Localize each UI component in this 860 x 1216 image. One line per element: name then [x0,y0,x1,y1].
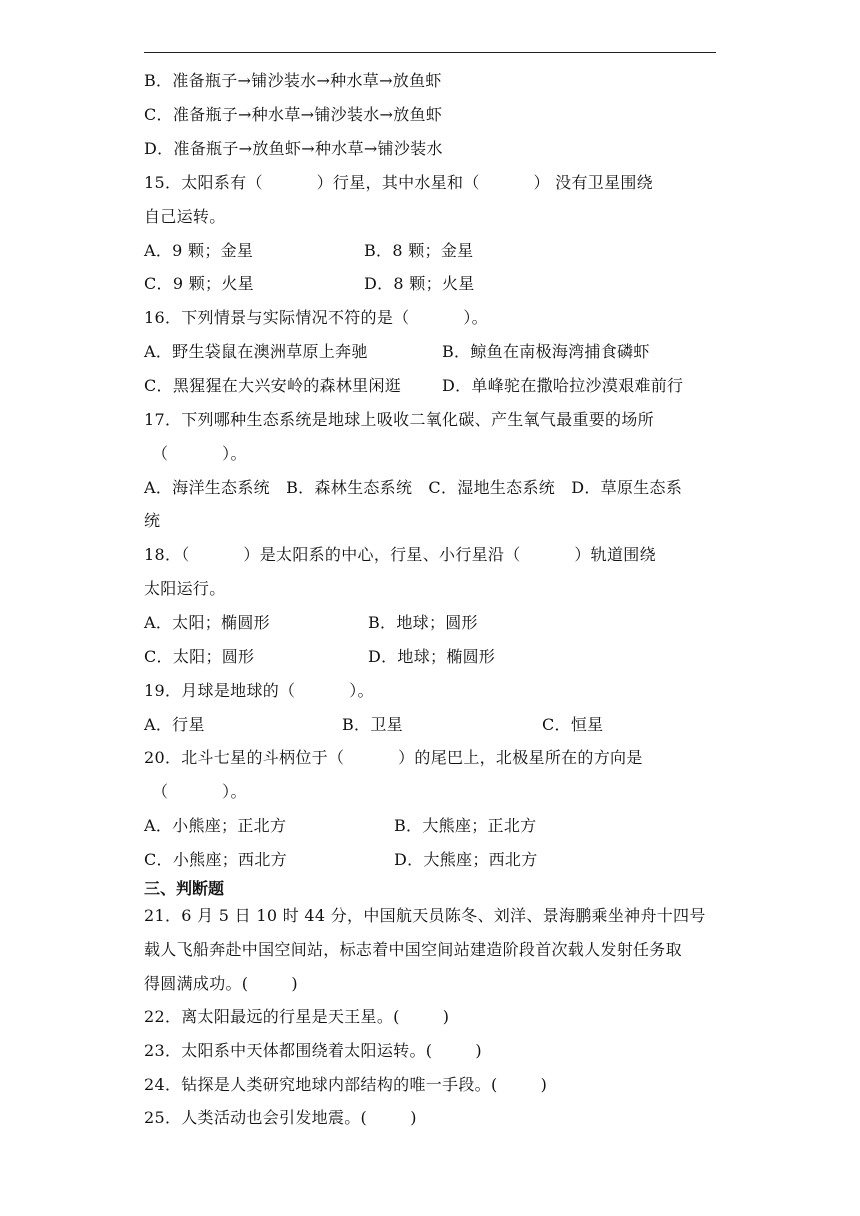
q19-option-b: B．卫星 [342,715,403,734]
q19-stem: 19．月球是地球的（ ）。 [144,681,374,700]
q16-option-b: B．鲸鱼在南极海湾捕食磷虾 [442,342,650,361]
section-heading-judgement: 三、判断题 [144,879,225,898]
header-rule [144,52,716,53]
q14-option-c: C．准备瓶子→种水草→铺沙装水→放鱼虾 [144,105,443,124]
q18-option-d: D．地球；椭圆形 [368,647,496,666]
q16-option-c: C．黑猩猩在大兴安岭的森林里闲逛 [144,376,402,395]
q20-option-c: C．小熊座；西北方 [144,850,287,869]
q18-stem-line1: 18．（ ）是太阳系的中心，行星、小行星沿（ ）轨道围绕 [144,545,656,564]
q17-stem-line1: 17．下列哪种生态系统是地球上吸收二氧化碳、产生氧气最重要的场所 [144,410,654,429]
q16-option-a: A．野生袋鼠在澳洲草原上奔驰 [144,342,368,361]
q18-option-a: A．太阳；椭圆形 [144,613,270,632]
q20-stem-line1: 20．北斗七星的斗柄位于（ ）的尾巴上，北极星所在的方向是 [144,748,643,767]
q22-stem: 22．离太阳最远的行星是天王星。( ) [144,1007,450,1026]
q20-option-b: B．大熊座；正北方 [394,816,537,835]
q21-stem-line1: 21．6 月 5 日 10 时 44 分，中国航天员陈冬、刘洋、景海鹏乘坐神舟十四号 [144,906,706,925]
q15-option-c: C．9 颗；火星 [144,274,254,293]
q20-stem-line2: （ ）。 [152,782,247,801]
q16-stem: 16．下列情景与实际情况不符的是（ ）。 [144,308,488,327]
q17-options-cont: 统 [144,511,161,530]
q20-option-d: D．大熊座；西北方 [394,850,538,869]
q17-stem-line2: （ ）。 [152,444,247,463]
q19-option-a: A．行星 [144,715,205,734]
q25-stem: 25．人类活动也会引发地震。( ) [144,1108,417,1127]
q18-option-c: C．太阳；圆形 [144,647,255,666]
q14-option-b: B．准备瓶子→铺沙装水→种水草→放鱼虾 [144,71,442,90]
q24-stem: 24．钻探是人类研究地球内部结构的唯一手段。( ) [144,1075,548,1094]
q15-option-d: D．8 颗；火星 [364,274,475,293]
q17-options: A．海洋生态系统 B．森林生态系统 C．湿地生态系统 D．草原生态系 [144,478,683,497]
q18-option-b: B．地球；圆形 [368,613,478,632]
q21-stem-line3: 得圆满成功。( ) [144,974,298,993]
q19-option-c: C．恒星 [542,715,604,734]
q15-stem-line2: 自己运转。 [144,207,226,226]
q20-option-a: A．小熊座；正北方 [144,816,287,835]
q18-stem-line2: 太阳运行。 [144,579,226,598]
q23-stem: 23．太阳系中天体都围绕着太阳运转。( ) [144,1041,482,1060]
q15-option-a: A．9 颗；金星 [144,241,254,260]
q15-stem-line1: 15．太阳系有（ ）行星，其中水星和（ ） 没有卫星围绕 [144,173,653,192]
q14-option-d: D．准备瓶子→放鱼虾→种水草→铺沙装水 [144,139,443,158]
q21-stem-line2: 载人飞船奔赴中国空间站，标志着中国空间站建造阶段首次载人发射任务取 [144,940,682,959]
q16-option-d: D．单峰驼在撒哈拉沙漠艰难前行 [442,376,684,395]
q15-option-b: B．8 颗；金星 [364,241,474,260]
